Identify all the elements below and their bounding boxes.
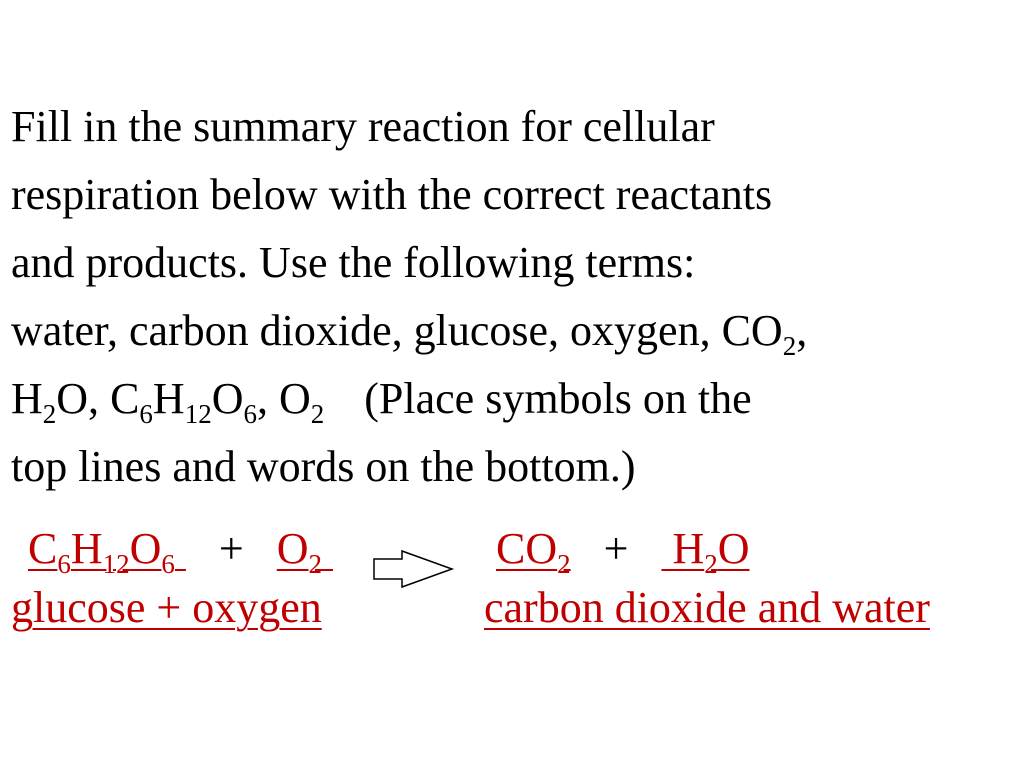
plus-sign: +	[603, 524, 629, 573]
subscript: 2	[704, 549, 718, 579]
subscript: 6	[161, 549, 175, 579]
reactant-words	[11, 583, 322, 632]
subscript: 2	[42, 399, 57, 429]
placement-note: (Place symbols on the	[364, 374, 752, 423]
subscript: 12	[184, 399, 212, 429]
element-o: O	[276, 524, 309, 573]
formula-oxygen-o: O	[278, 374, 311, 423]
instruction-line-1: Fill in the summary reaction for cellular	[11, 102, 715, 151]
instruction-line-3: and products. Use the following terms:	[11, 238, 696, 287]
element-o: O	[129, 524, 162, 573]
instructions-text	[11, 93, 1016, 501]
instruction-line-2: respiration below with the correct reactants	[11, 170, 773, 219]
subscript: 6	[139, 399, 153, 429]
formula-glucose-c: C	[110, 374, 140, 423]
product-symbols	[496, 524, 750, 579]
subscript: 2	[557, 549, 571, 579]
formula-water-h: H	[11, 374, 43, 423]
reactant-words-text: glucose + oxygen	[11, 583, 322, 632]
element-co: CO	[496, 524, 558, 573]
instruction-line-5	[11, 365, 1016, 433]
formula-glucose-o: O	[211, 374, 244, 423]
plus-sign: +	[218, 524, 244, 573]
carbon-dioxide-formula	[496, 524, 571, 579]
comma: ,	[796, 306, 808, 355]
oxygen-formula	[276, 524, 333, 579]
subscript: 6	[243, 399, 257, 429]
instruction-line-4	[11, 297, 1016, 365]
element-h: H	[70, 524, 103, 573]
subscript: 6	[57, 549, 71, 579]
instruction-line-6: top lines and words on the bottom.)	[11, 442, 636, 491]
element-h: H	[672, 524, 705, 573]
water-formula	[661, 524, 750, 579]
terms-text: water, carbon dioxide, glucose, oxygen, CO	[11, 306, 783, 355]
element-o: O	[717, 524, 750, 573]
formula-water-o: O,	[56, 374, 111, 423]
subscript: 2	[782, 331, 797, 361]
product-words-text: carbon dioxide and water	[484, 583, 930, 632]
element-c: C	[28, 524, 58, 573]
comma: ,	[256, 374, 279, 423]
product-words	[484, 583, 930, 632]
subscript: 12	[102, 549, 130, 579]
subscript: 2	[310, 399, 325, 429]
subscript: 2	[308, 549, 323, 579]
reactant-symbols	[28, 524, 333, 579]
reaction-arrow-icon	[372, 549, 456, 589]
glucose-formula	[28, 524, 186, 579]
formula-glucose-h: H	[152, 374, 185, 423]
